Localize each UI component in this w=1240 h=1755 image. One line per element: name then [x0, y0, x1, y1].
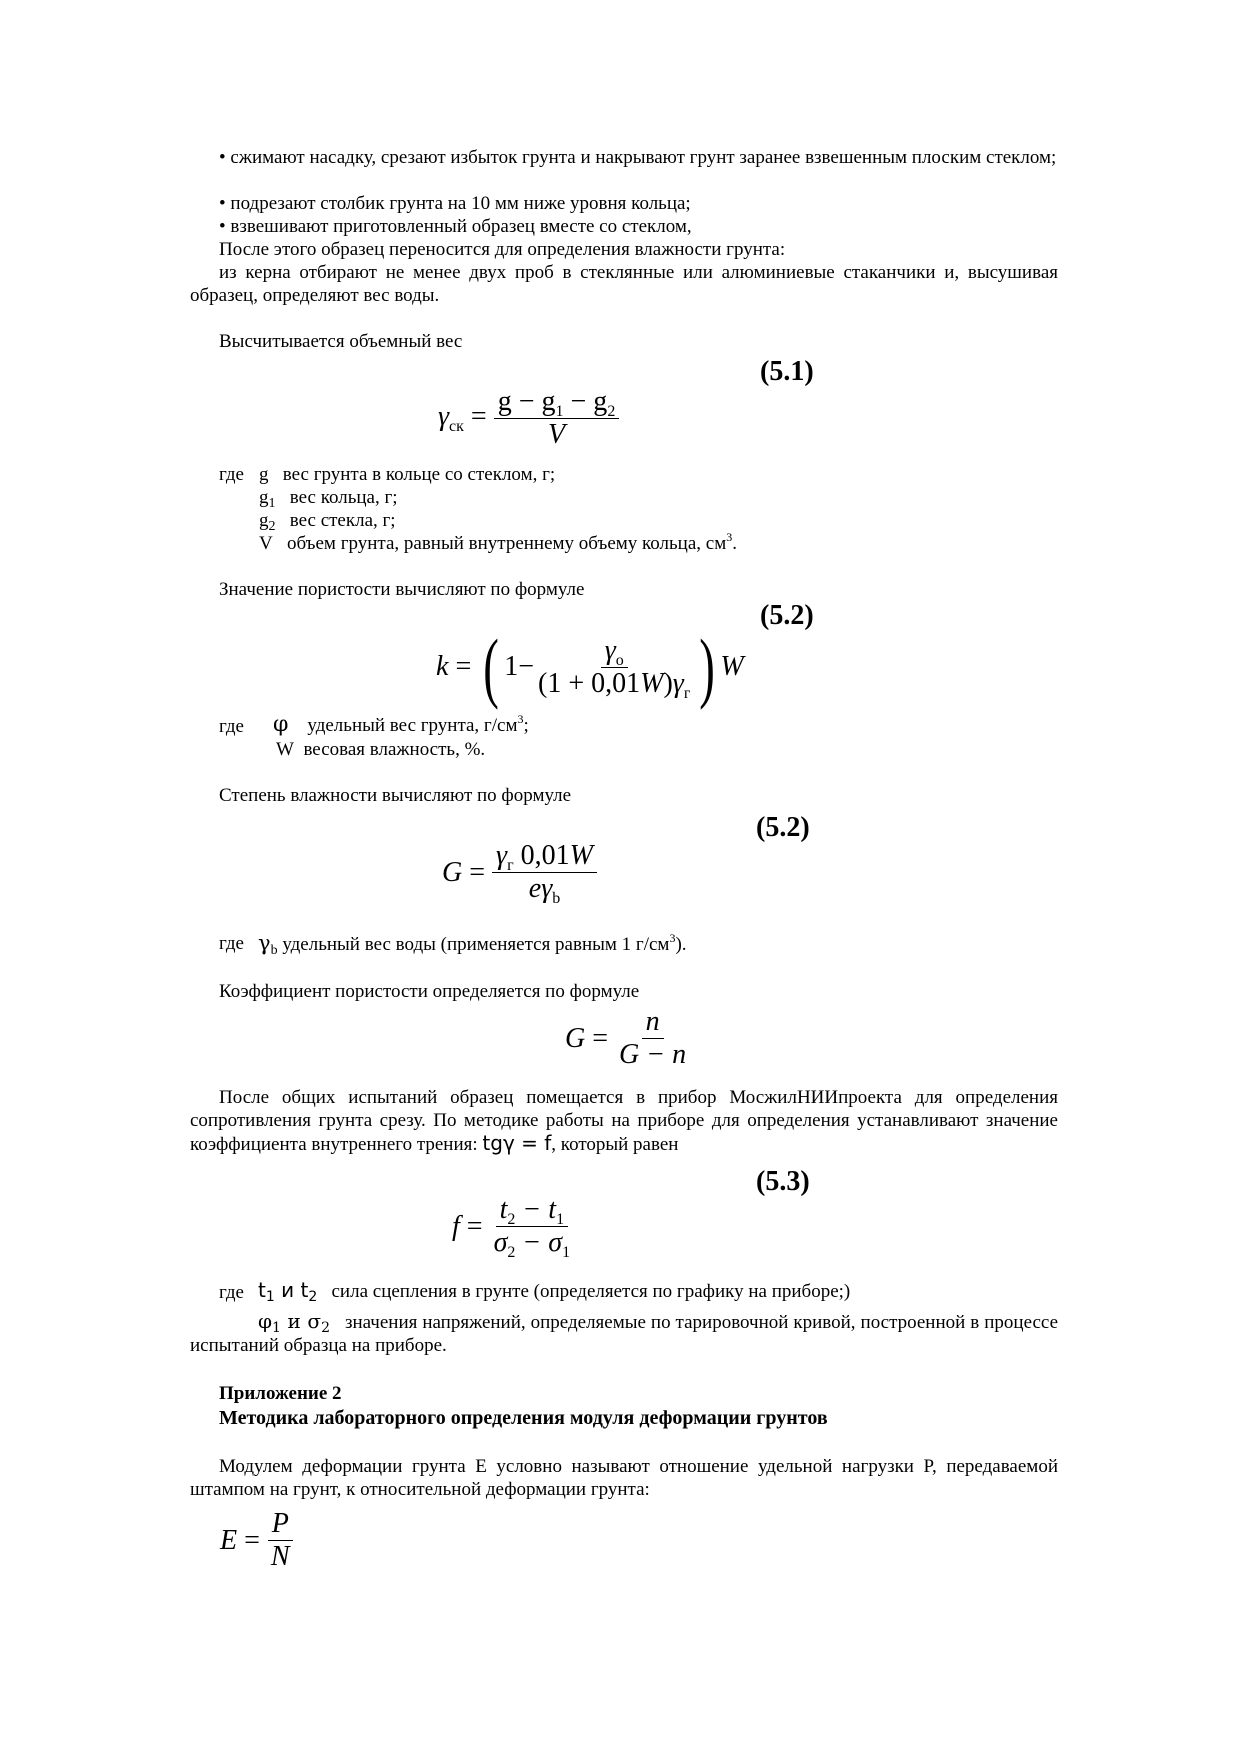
- sec1-def-g1: $g_1$ вес кольца, г;: [259, 487, 398, 511]
- tg-expression: tgγ = f: [482, 1131, 552, 1155]
- fraction-denominator: G − n: [619, 1039, 687, 1070]
- bullet-3: • взвешивают приготовленный образец вместе со стеклом,: [219, 216, 692, 237]
- fraction-numerator: n: [642, 1008, 664, 1039]
- formula-lhs-f: f: [452, 1210, 460, 1242]
- fraction-denominator: N: [270, 1541, 290, 1572]
- fraction: [534, 634, 694, 702]
- fraction: [490, 1194, 575, 1261]
- fraction-denominator: $e\gamma_b$: [528, 873, 561, 907]
- formula-porosity: [436, 623, 744, 710]
- formula-lhs-g: G: [565, 1022, 586, 1054]
- fraction: [494, 388, 620, 449]
- fraction-numerator: $t_2 - t_1$: [496, 1196, 568, 1227]
- fraction-denominator: V: [547, 419, 566, 450]
- appendix-subtitle: Методика лабораторного определения модуля деформации грунтов: [219, 1407, 828, 1429]
- sec1-def-g2: $g_2$ вес стекла, г;: [259, 510, 396, 534]
- fraction-denominator: $(1 + 0,01W)\gamma_г$: [538, 667, 691, 702]
- sec2-def-1: φ удельный вес грунта, $г/см^3$;: [273, 712, 529, 737]
- eq-number-5-2b: (5.2): [756, 812, 810, 843]
- fraction-numerator: $\gamma_г$ 0,01W: [492, 842, 597, 873]
- formula-lhs-k: k: [436, 651, 449, 682]
- sec1-where: где: [219, 464, 244, 485]
- bullet-2: • подрезают столбик грунта на 10 мм ниже уровня кольца;: [219, 193, 691, 214]
- fraction: [492, 840, 597, 907]
- formula-modulus: [220, 1510, 294, 1571]
- equals-sign: =: [585, 1022, 616, 1054]
- fraction-numerator: $g - g_1 - g_2$: [494, 388, 620, 419]
- sec3-def: $\gamma_b$ удельный вес воды (применяется равным 1 $г/см^3$).: [258, 931, 687, 958]
- appendix-text: Модулем деформации грунта E условно называют отношение удельной нагрузки P, передаваемой штампом на грунт, к относительной деформации грунта:: [190, 1456, 1058, 1500]
- sec4-intro: Коэффициент пористости определяется по формуле: [219, 981, 640, 1002]
- equals-sign: =: [470, 400, 494, 432]
- formula-w: W: [720, 651, 744, 682]
- one-minus: 1−: [504, 651, 535, 682]
- sec3-where: где: [219, 933, 244, 954]
- eq-number-5-3: (5.3): [756, 1166, 810, 1197]
- fraction-numerator: P: [268, 1510, 293, 1541]
- after-text: После этого образец переносится для определения влажности грунта:: [219, 239, 786, 260]
- sec5-where: где: [219, 1282, 244, 1303]
- formula-moisture-degree: [442, 840, 597, 907]
- sec1-def-v: V объем грунта, равный внутреннему объему кольца, $см^3$.: [259, 530, 737, 554]
- fraction-numerator: $\gamma_о$: [601, 637, 628, 668]
- sec5-text: После общих испытаний образец помещается в прибор МосжилНИИпроекта для определения сопротивления грунта срезу. По методике работы на приборе для определения устанавливают значение коэффициента внутреннего трения: tgγ = f, который равен: [190, 1087, 1058, 1155]
- sec5-def-1: $t_1$ и $t_2$ сила сцепления в грунте (определяется по графику на приборе;): [258, 1278, 851, 1305]
- sec2-intro: Значение пористости вычисляют по формуле: [219, 579, 585, 600]
- equals-sign: =: [459, 1210, 490, 1242]
- eq-number-5-2a: (5.2): [760, 600, 814, 631]
- appendix-title: Приложение 2: [219, 1383, 342, 1404]
- left-paren: (: [483, 623, 500, 710]
- sec3-intro: Степень влажности вычисляют по формуле: [219, 785, 572, 806]
- equals-sign: =: [237, 1524, 267, 1556]
- sec2-where: где: [219, 716, 244, 737]
- formula-lhs-gamma: γ: [438, 400, 450, 432]
- fraction-denominator: $\sigma_2 - \sigma_1$: [493, 1227, 571, 1261]
- formula-friction: [452, 1194, 574, 1261]
- right-paren: ): [699, 623, 716, 710]
- equals-sign: =: [462, 856, 493, 888]
- formula-lhs-e: E: [220, 1524, 238, 1556]
- fraction: [615, 1008, 690, 1069]
- sec5-def-2: $\varphi_1$ и $\sigma_2$ значения напряжений, определяемые по тарировочной кривой, построенной в процессе испытаний образца на приборе.: [190, 1309, 1059, 1356]
- sec2-def-2: W весовая влажность, %.: [276, 739, 486, 760]
- eq-number-5-1: (5.1): [760, 356, 814, 387]
- core-text: из керна отбирают не менее двух проб в стеклянные или алюминиевые стаканчики и, высушивая образец, определяют вес воды.: [190, 262, 1058, 306]
- formula-lhs-sub: ск: [449, 417, 464, 435]
- sec1-intro: Высчитывается объемный вес: [219, 331, 463, 352]
- bullet-1: • сжимают насадку, срезают избыток грунта и накрывают грунт заранее взвешенным плоским стеклом;: [219, 147, 1057, 168]
- formula-volume-weight: [438, 388, 619, 449]
- formula-porosity-coef: [565, 1008, 690, 1069]
- formula-lhs-g: G: [442, 856, 463, 888]
- fraction: [267, 1510, 294, 1571]
- equals-sign: =: [448, 651, 479, 682]
- sec1-def-g: g вес грунта в кольце со стеклом, г;: [259, 464, 556, 485]
